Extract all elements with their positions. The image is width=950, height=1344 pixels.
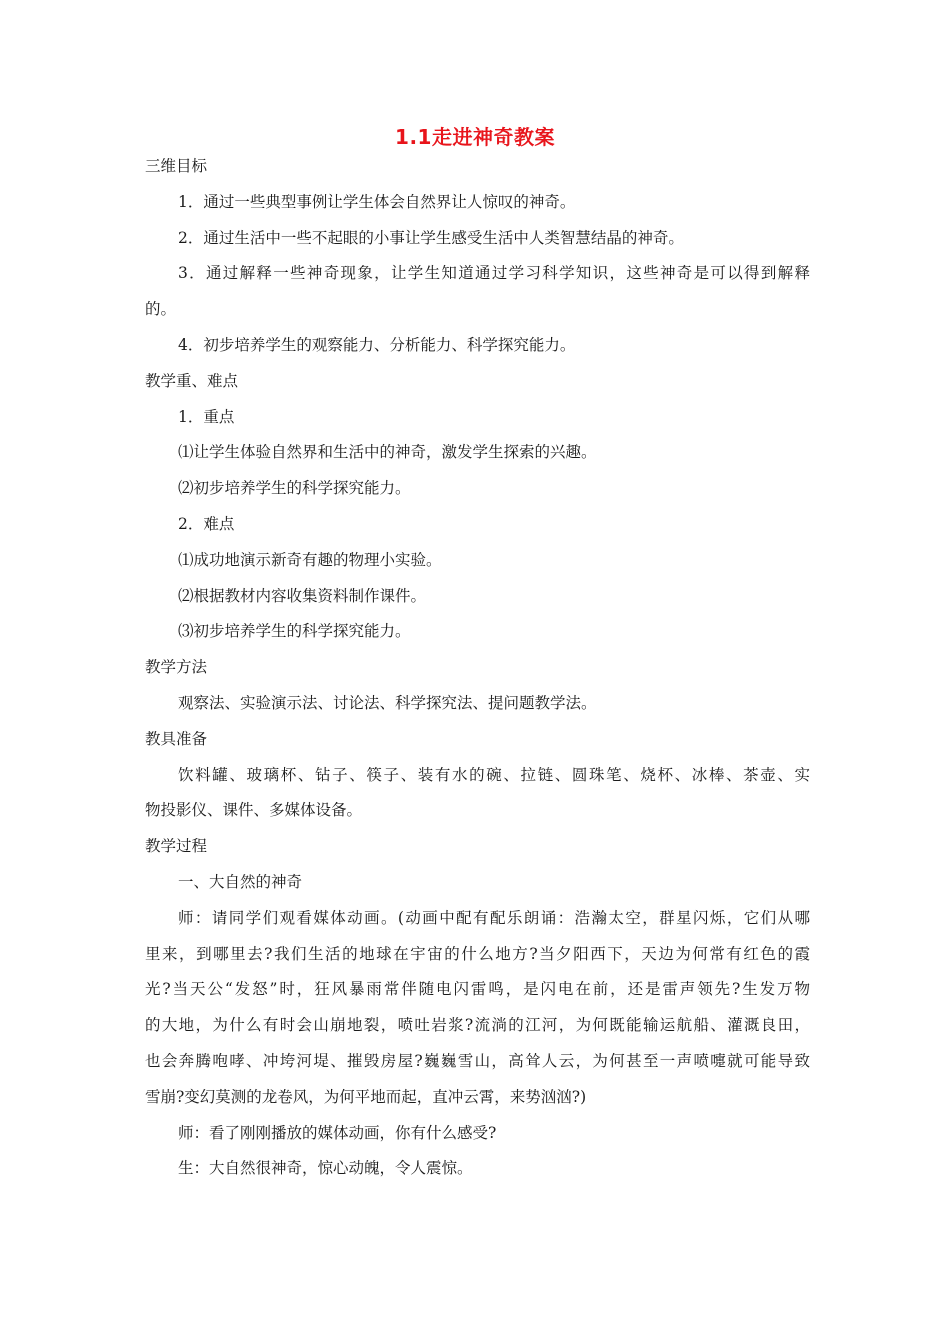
text-line: 师：请同学们观看媒体动画。(动画中配有配乐朗诵：浩瀚太空，群星闪烁，它们从哪 bbox=[178, 908, 810, 927]
text-line: 物投影仪、课件、多媒体设备。 bbox=[145, 801, 363, 820]
text-line: 1．通过一些典型事例让学生体会自然界让人惊叹的神奇。 bbox=[178, 192, 576, 211]
text-line: 一、大自然的神奇 bbox=[178, 872, 303, 891]
text-line: 的大地，为什么有时会山崩地裂，喷吐岩浆?流淌的江河，为何既能输运航船、灌溉良田， bbox=[145, 1016, 810, 1035]
text-line: 1．重点 bbox=[178, 407, 235, 426]
text-line: ⑴成功地演示新奇有趣的物理小实验。 bbox=[178, 550, 442, 569]
text-line: ⑵根据教材内容收集资料制作课件。 bbox=[178, 586, 427, 605]
text-line: 观察法、实验演示法、讨论法、科学探究法、提问题教学法。 bbox=[178, 693, 597, 712]
document-body bbox=[145, 149, 810, 1187]
text-line: 教学过程 bbox=[145, 837, 208, 856]
text-line: ⑵初步培养学生的科学探究能力。 bbox=[178, 479, 411, 498]
text-line: 教学重、难点 bbox=[145, 371, 239, 390]
text-line: ⑶初步培养学生的科学探究能力。 bbox=[178, 622, 411, 641]
text-line: 生：大自然很神奇，惊心动魄，令人震惊。 bbox=[178, 1159, 473, 1178]
text-line: 教具准备 bbox=[145, 729, 208, 748]
text-line: 教学方法 bbox=[145, 658, 208, 677]
text-line: 4．初步培养学生的观察能力、分析能力、科学探究能力。 bbox=[178, 335, 576, 354]
document-title: 1.1走进神奇教案 bbox=[395, 125, 555, 149]
text-line: 里来，到哪里去?我们生活的地球在宇宙的什么地方?当夕阳西下，天边为何常有红色的霞 bbox=[145, 944, 810, 963]
text-line: 2．通过生活中一些不起眼的小事让学生感受生活中人类智慧结晶的神奇。 bbox=[178, 228, 684, 247]
text-line: ⑴让学生体验自然界和生活中的神奇，激发学生探索的兴趣。 bbox=[178, 443, 597, 462]
text-line: 也会奔腾咆哮、冲垮河堤、摧毁房屋?巍巍雪山，高耸人云，为何甚至一声喷嚏就可能导致 bbox=[145, 1051, 810, 1070]
text-line: 光?当天公“发怒”时，狂风暴雨常伴随电闪雷鸣，是闪电在前，还是雷声领先?生发万物 bbox=[145, 980, 810, 999]
text-line: 2．难点 bbox=[178, 514, 235, 533]
text-line: 3．通过解释一些神奇现象，让学生知道通过学习科学知识，这些神奇是可以得到解释 bbox=[178, 264, 810, 283]
text-line: 师：看了刚刚播放的媒体动画，你有什么感受? bbox=[178, 1123, 497, 1142]
text-line: 雪崩?变幻莫测的龙卷风，为何平地而起，直冲云霄，来势汹汹?) bbox=[145, 1087, 587, 1106]
text-line: 的。 bbox=[145, 300, 177, 319]
text-line: 三维目标 bbox=[145, 157, 208, 175]
text-line: 饮料罐、玻璃杯、钻子、筷子、装有水的碗、拉链、圆珠笔、烧杯、冰棒、茶壶、实 bbox=[178, 765, 810, 784]
